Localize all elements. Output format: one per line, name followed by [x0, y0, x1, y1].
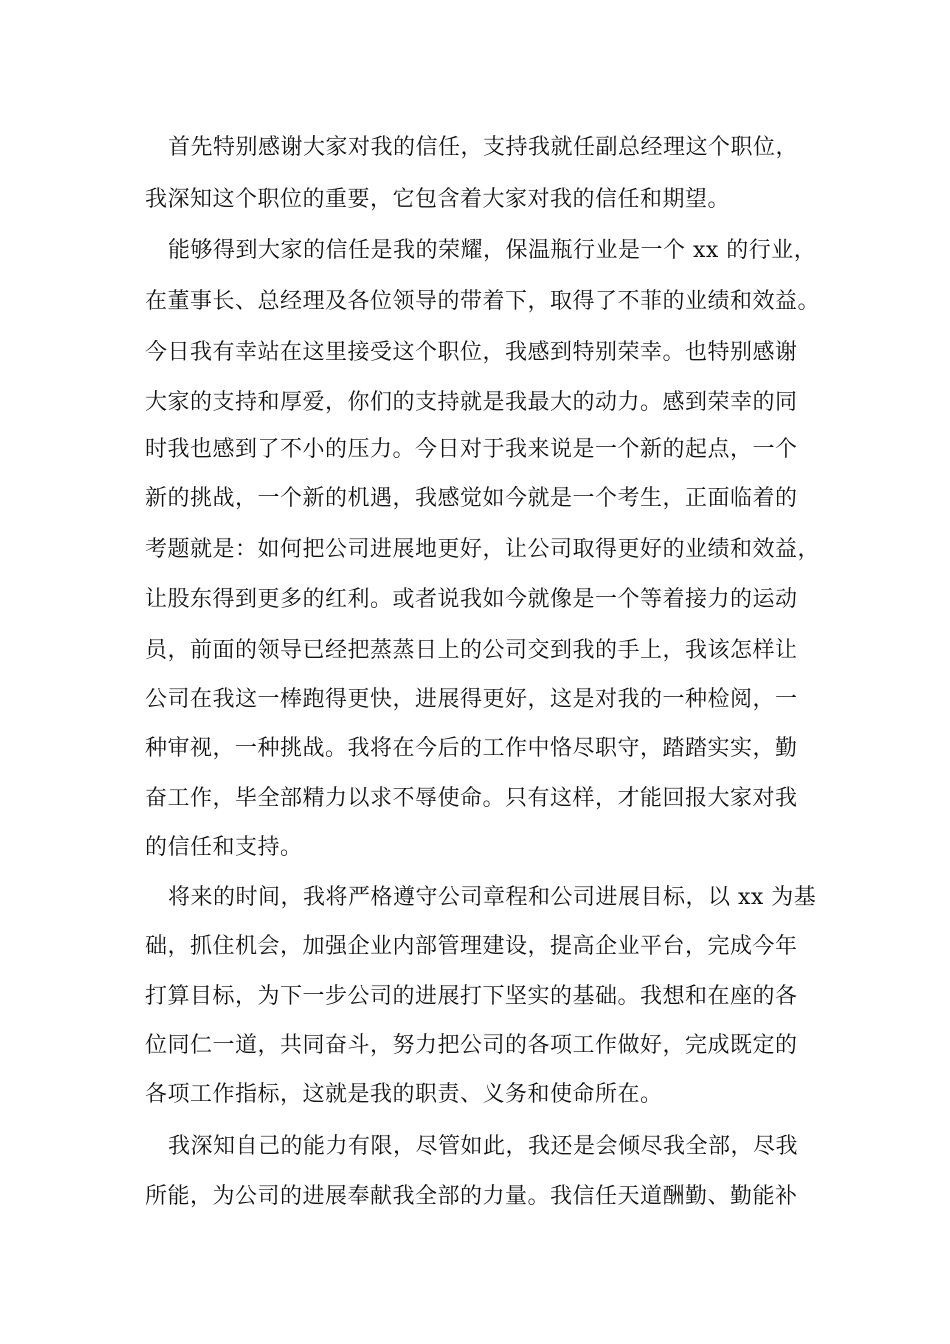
text-line: 能够得到大家的信任是我的荣耀，保温瓶行业是一个 xx 的行业， [168, 238, 817, 263]
text-line: 各项工作指标，这就是我的职责、义务和使命所在。 [145, 1082, 663, 1107]
text-line: 公司在我这一棒跑得更快，进展得更好，这是对我的一种检阅，一 [145, 687, 798, 712]
text-line: 我深知这个职位的重要，它包含着大家对我的信任和期望。 [145, 187, 731, 212]
text-line: 时我也感到了不小的压力。今日对于我来说是一个新的起点，一个 [145, 437, 798, 462]
text-line: 今日我有幸站在这里接受这个职位，我感到特别荣幸。也特别感谢 [145, 340, 798, 365]
text-line: 奋工作，毕全部精力以求不辱使命。只有这样，才能回报大家对我 [145, 786, 798, 811]
text-line: 础，抓住机会，加强企业内部管理建设，提高企业平台，完成今年 [145, 934, 798, 959]
text-line: 所能，为公司的进展奉献我全部的力量。我信任天道酬勤、勤能补 [145, 1184, 798, 1209]
text-line: 打算目标，为下一步公司的进展打下坚实的基础。我想和在座的各 [145, 984, 798, 1009]
text-line: 我深知自己的能力有限，尽管如此，我还是会倾尽我全部，尽我 [168, 1134, 799, 1159]
text-line: 在董事长、总经理及各位领导的带着下，取得了不菲的业绩和效益。 [145, 289, 821, 314]
text-line: 大家的支持和厚爱，你们的支持就是我最大的动力。感到荣幸的同 [145, 390, 798, 415]
text-line: 种审视，一种挑战。我将在今后的工作中恪尽职守，踏踏实实，勤 [145, 736, 798, 761]
text-line: 考题就是：如何把公司进展地更好，让公司取得更好的业绩和效益， [145, 537, 821, 562]
text-line: 首先特别感谢大家对我的信任，支持我就任副总经理这个职位， [168, 135, 799, 160]
text-line: 位同仁一道，共同奋斗，努力把公司的各项工作做好，完成既定的 [145, 1033, 798, 1058]
text-line: 将来的时间，我将严格遵守公司章程和公司进展目标，以 xx 为基 [168, 885, 817, 910]
text-line: 员，前面的领导已经把蒸蒸日上的公司交到我的手上，我该怎样让 [145, 638, 798, 663]
text-line: 的信任和支持。 [145, 835, 303, 860]
text-line: 新的挑战，一个新的机遇，我感觉如今就是一个考生，正面临着的 [145, 486, 798, 511]
text-line: 让股东得到更多的红利。或者说我如今就像是一个等着接力的运动 [145, 587, 798, 612]
